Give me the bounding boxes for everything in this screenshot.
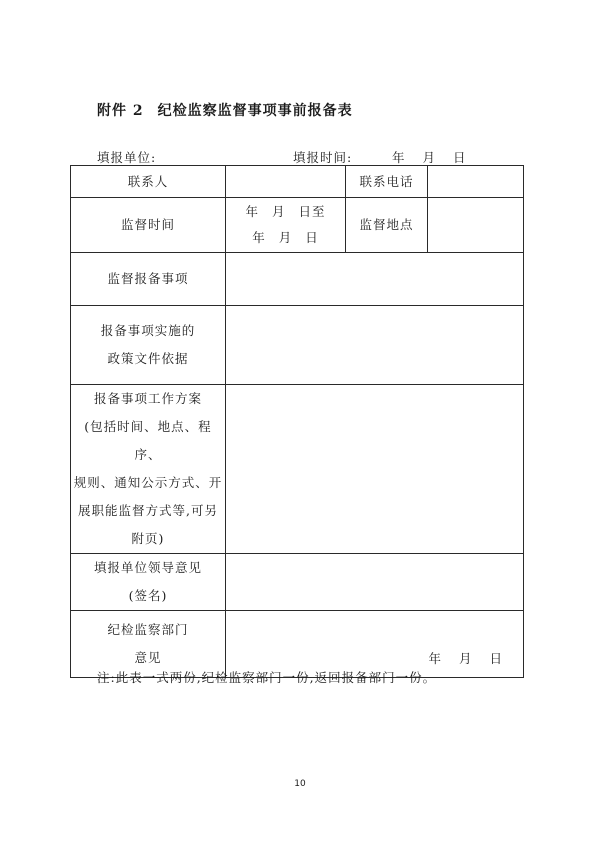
fill-unit-label: 填报单位: — [97, 150, 157, 165]
fill-date-placeholder: 年 月 日 — [392, 150, 467, 165]
plan-label-line: (包括时间、地点、程序、 — [84, 419, 212, 462]
fill-time-label: 填报时间: — [293, 150, 353, 165]
policy-field[interactable] — [226, 306, 524, 385]
dept-date: 年 月 日 — [428, 651, 503, 666]
dept-label-line: 纪检监察部门 — [107, 622, 189, 637]
row-supervise-time — [71, 198, 524, 253]
plan-field[interactable] — [226, 385, 524, 554]
leader-label-line: (签名) — [128, 588, 168, 603]
contact-phone-field[interactable] — [428, 166, 524, 198]
form-title: 纪检监察监督事项事前报备表 — [157, 103, 353, 119]
supervise-place-label: 监督地点 — [346, 198, 428, 253]
contact-phone-label: 联系电话 — [346, 166, 428, 198]
contact-label: 联系人 — [71, 166, 226, 198]
report-form-table — [70, 165, 524, 678]
footnote: 注:此表一式两份,纪检监察部门一份,返回报备部门一份。 — [97, 670, 437, 685]
row-leader — [71, 554, 524, 611]
supervise-time-field[interactable] — [226, 198, 346, 253]
leader-label-line: 填报单位领导意见 — [93, 560, 202, 575]
page-number: 10 — [294, 779, 306, 789]
matter-label: 监督报备事项 — [71, 253, 226, 306]
row-contact — [71, 166, 524, 198]
plan-label-line: 附页) — [131, 531, 165, 546]
plan-label-line: 报备事项工作方案 — [93, 391, 202, 406]
plan-label-line: 展职能监督方式等,可另 — [78, 503, 218, 518]
policy-label — [71, 306, 226, 385]
supervise-time-label: 监督时间 — [71, 198, 226, 253]
plan-label — [71, 385, 226, 554]
attachment-label: 附件 2 — [97, 103, 144, 119]
supervise-place-field[interactable] — [428, 198, 524, 253]
policy-label-line: 报备事项实施的 — [100, 323, 196, 338]
row-matter — [71, 253, 524, 306]
contact-field[interactable] — [226, 166, 346, 198]
page-title — [97, 100, 353, 120]
policy-label-line: 政策文件依据 — [107, 351, 189, 366]
leader-field[interactable] — [226, 554, 524, 611]
row-plan — [71, 385, 524, 554]
leader-label — [71, 554, 226, 611]
dept-label-line: 意见 — [134, 650, 162, 665]
matter-field[interactable] — [226, 253, 524, 306]
supervise-time-end: 年 月 日 — [252, 230, 319, 245]
row-policy — [71, 306, 524, 385]
supervise-time-start: 年 月 日至 — [245, 204, 326, 219]
plan-label-line: 规则、通知公示方式、开 — [73, 475, 223, 490]
